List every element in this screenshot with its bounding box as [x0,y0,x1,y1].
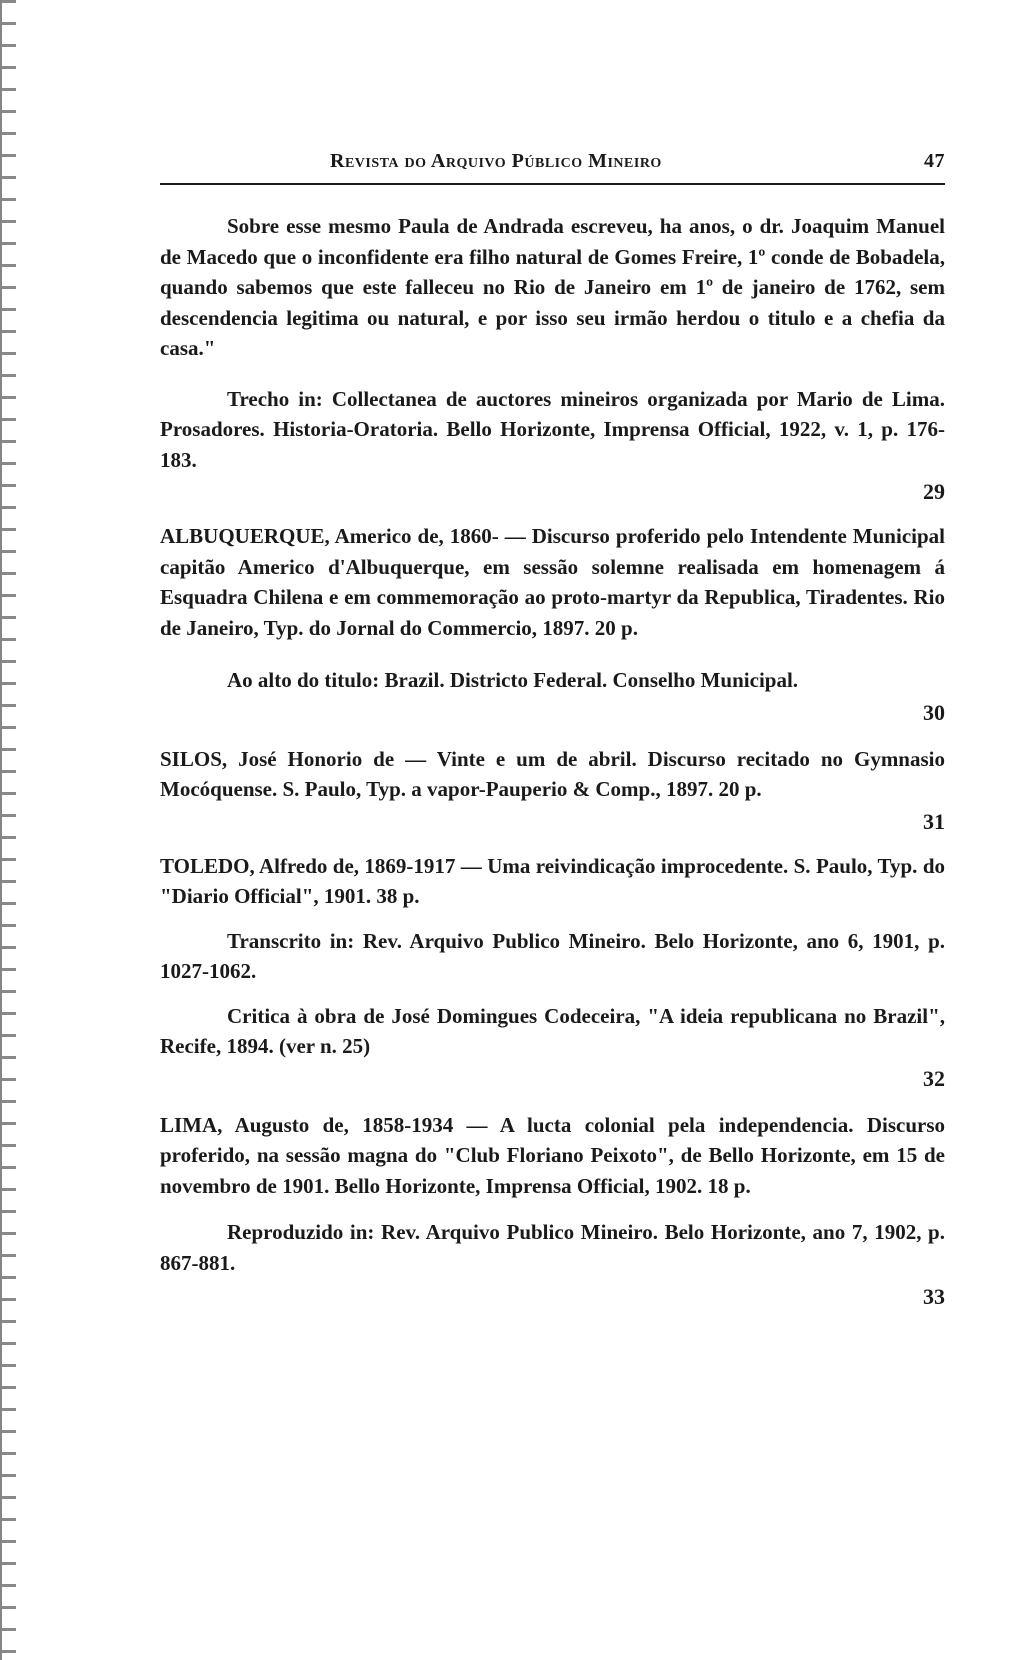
entry-30: SILOS, José Honorio de — Vinte e um de abril. Discurso recitado no Gymnasio Mocóquense. S. Paulo, Typ. a vapor-Pauperio & Comp., 1897. 20 p. [160,746,945,801]
page-number: 47 [924,150,945,172]
entry-31-note-critica: Critica à obra de José Domingues Codeceira, "A ideia republicana no Brazil", Recife, 1894. (ver n. 25) [160,1003,945,1058]
entry-number-33: 33 [923,1284,945,1309]
journal-title: Revista do Arquivo Público Mineiro [330,150,662,172]
entry-number-30: 30 [923,699,945,725]
entry-29: ALBUQUERQUE, Americo de, 1860- — Discurso proferido pelo Intendente Municipal capitão Americo d'Albuquerque, em sessão solemne realisada em homenagem á Esquadra Chilena e em commemoração ao proto-martyr da Republica, Tiradentes. Rio de Janeiro, Typ. do Jornal do Commercio, 1897. 20 p. [160,524,945,640]
entry-31: TOLEDO, Alfredo de, 1869-1917 — Uma reivindicação improcedente. S. Paulo, Typ. do "Diario Official", 1901. 38 p. [160,853,945,908]
entry-number-32: 32 [923,1065,945,1091]
entry-32: LIMA, Augusto de, 1858-1934 — A lucta colonial pela independencia. Discurso proferido, na sessão magna do "Club Floriano Peixoto", de Bello Horizonte, em 15 de novembro de 1901. Bello Horizonte, Imprensa Official, 1902. 18 p. [160,1112,945,1198]
entry-32-note: Reproduzido in: Rev. Arquivo Publico Mineiro. Belo Horizonte, ano 7, 1902, p. 867-881. [160,1220,945,1275]
running-header [160,150,945,185]
entry-31-note-transcrito: Transcrito in: Rev. Arquivo Publico Mineiro. Belo Horizonte, ano 6, 1901, p. 1027-1062. [160,928,945,983]
entry-number-31: 31 [923,808,945,834]
source-note: Trecho in: Collectanea de auctores mineiros organizada por Mario de Lima. Prosadores. Historia-Oratoria. Bello Horizonte, Imprensa Official, 1922, v. 1, p. 176-183. [160,386,945,472]
quote-paragraph: Sobre esse mesmo Paula de Andrada escreveu, ha anos, o dr. Joaquim Manuel de Macedo que o inconfidente era filho natural de Gomes Freire, 1º conde de Bobadela, quando sabemos que este falleceu no Rio de Janeiro em 1º de janeiro de 1762, sem descendencia legitima ou natural, e por isso seu irmão herdou o titulo e a chefia da casa." [160,214,945,360]
document-page [160,150,945,1312]
entry-number-29: 29 [923,479,945,504]
entry-29-note: Ao alto do titulo: Brazil. Districto Federal. Conselho Municipal. [227,668,799,692]
page-binding-edge [0,0,16,1660]
